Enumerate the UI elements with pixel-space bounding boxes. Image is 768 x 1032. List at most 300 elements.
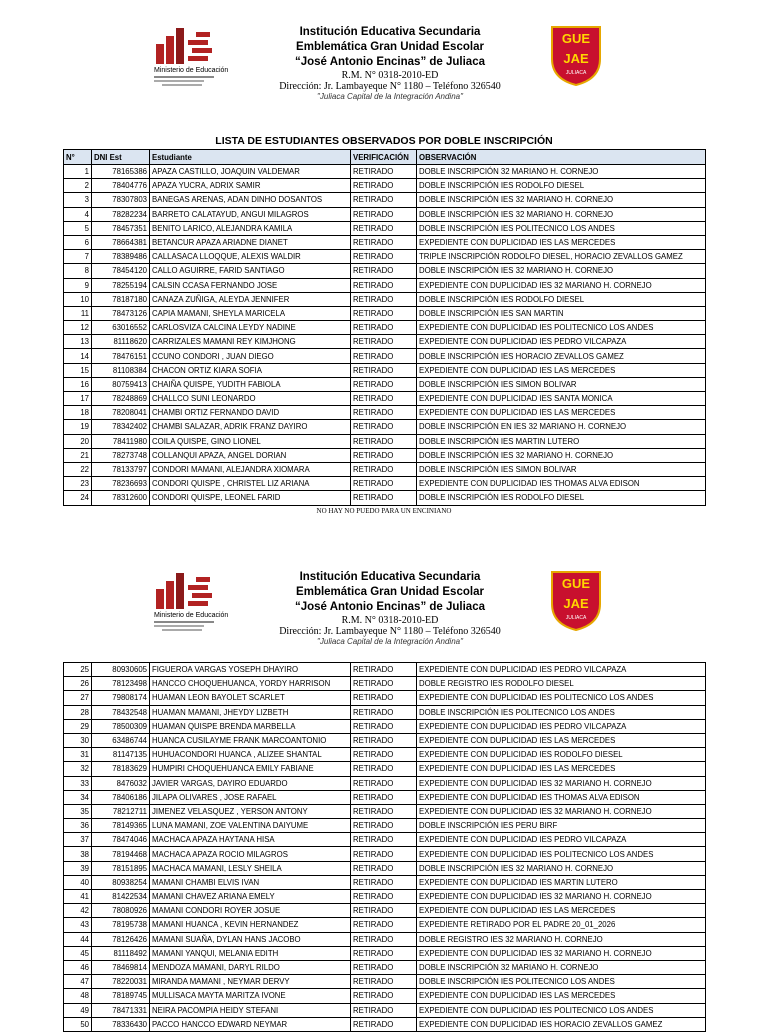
table-row — [64, 989, 706, 1003]
cell-dni: 81147135 — [92, 748, 150, 762]
badge-text-top: GUE — [561, 576, 591, 591]
cell-observation: EXPEDIENTE CON DUPLICIDAD IES POLITECNICO LOS ANDES — [417, 847, 706, 861]
table-row — [64, 733, 706, 747]
table-row — [64, 349, 706, 363]
cell-observation: DOBLE INSCRIPCIÓN IES 32 MARIANO H. CORNEJO — [417, 193, 706, 207]
cell-dni: 78312600 — [92, 491, 150, 505]
school-address: Dirección: Jr. Lambayeque N° 1180 – Teléfono 326540 — [279, 81, 501, 92]
cell-verification: RETIRADO — [351, 677, 417, 691]
cell-verification: RETIRADO — [351, 904, 417, 918]
cell-verification: RETIRADO — [351, 1017, 417, 1031]
table-row — [64, 406, 706, 420]
cell-observation: EXPEDIENTE RETIRADO POR EL PADRE 20_01_2026 — [417, 918, 706, 932]
cell-observation: EXPEDIENTE CON DUPLICIDAD IES RODOLFO DIESEL — [417, 748, 706, 762]
cell-number: 31 — [64, 748, 92, 762]
table-row — [64, 207, 706, 221]
cell-student: MIRANDA MAMANI , NEYMAR DERVY — [150, 975, 351, 989]
cell-dni: 78273748 — [92, 448, 150, 462]
table-row — [64, 663, 706, 677]
cell-verification: RETIRADO — [351, 819, 417, 833]
cell-number: 25 — [64, 663, 92, 677]
cell-verification: RETIRADO — [351, 406, 417, 420]
cell-observation: EXPEDIENTE CON DUPLICIDAD IES POLITECNICO LOS ANDES — [417, 321, 706, 335]
footnote-motto: NO HAY NO PUEDO PARA UN ENCINIANO — [316, 507, 452, 515]
cell-dni: 78208041 — [92, 406, 150, 420]
table-row — [64, 705, 706, 719]
cell-student: CALLO AGUIRRE, FARID SANTIAGO — [150, 264, 351, 278]
cell-number: 24 — [64, 491, 92, 505]
table-header-row — [64, 150, 706, 165]
cell-number: 16 — [64, 377, 92, 391]
col-dni: DNI Est — [92, 150, 150, 165]
col-observation: OBSERVACIÓN — [417, 150, 706, 165]
cell-student: MAMANI CHAMBI ELVIS IVAN — [150, 875, 351, 889]
cell-verification: RETIRADO — [351, 733, 417, 747]
cell-student: MACHACA MAMANI, LESLY SHEILA — [150, 861, 351, 875]
table-row — [64, 179, 706, 193]
cell-observation: EXPEDIENTE CON DUPLICIDAD IES LAS MERCEDES — [417, 989, 706, 1003]
school-name: “José Antonio Encinas” de Juliaca — [294, 601, 485, 613]
cell-student: BETANCUR APAZA ARIADNE DIANET — [150, 235, 351, 249]
cell-verification: RETIRADO — [351, 833, 417, 847]
cell-observation: EXPEDIENTE CON DUPLICIDAD IES 32 MARIANO H. CORNEJO — [417, 946, 706, 960]
cell-dni: 78469814 — [92, 960, 150, 974]
cell-dni: 78255194 — [92, 278, 150, 292]
badge-text-bottom: JAE — [563, 51, 589, 66]
cell-student: CONDORI QUISPE , CHRISTEL LIZ ARIANA — [150, 477, 351, 491]
cell-dni: 80759413 — [92, 377, 150, 391]
cell-observation: EXPEDIENTE CON DUPLICIDAD IES LAS MERCEDES — [417, 762, 706, 776]
cell-student: MENDOZA MAMANI, DARYL RILDO — [150, 960, 351, 974]
cell-student: MACHACA APAZA HAYTANA HISA — [150, 833, 351, 847]
table-row — [64, 677, 706, 691]
students-table-page1 — [63, 149, 706, 506]
cell-dni: 78454120 — [92, 264, 150, 278]
cell-observation: DOBLE INSCRIPCIÓN IES SIMON BOLIVAR — [417, 462, 706, 476]
cell-student: CHALLCO SUNI LEONARDO — [150, 392, 351, 406]
table-row — [64, 819, 706, 833]
cell-student: APAZA CASTILLO, JOAQUIN VALDEMAR — [150, 165, 351, 179]
cell-number: 35 — [64, 804, 92, 818]
cell-number: 29 — [64, 719, 92, 733]
badge-text-bottom: JAE — [563, 596, 589, 611]
cell-observation: EXPEDIENTE CON DUPLICIDAD IES SANTA MONICA — [417, 392, 706, 406]
cell-dni: 79808174 — [92, 691, 150, 705]
cell-verification: RETIRADO — [351, 221, 417, 235]
cell-verification: RETIRADO — [351, 719, 417, 733]
cell-student: COLLANQUI APAZA, ANGEL DORIAN — [150, 448, 351, 462]
table-row — [64, 904, 706, 918]
resolution-number: R.M. N° 0318-2010-ED — [341, 615, 439, 626]
cell-number: 43 — [64, 918, 92, 932]
cell-number: 40 — [64, 875, 92, 889]
cell-verification: RETIRADO — [351, 762, 417, 776]
cell-student: MULLISACA MAYTA MARITZA IVONE — [150, 989, 351, 1003]
cell-observation: DOBLE INSCRIPCIÓN IES RODOLFO DIESEL — [417, 292, 706, 306]
cell-observation: DOBLE INSCRIPCIÓN IES RODOLFO DIESEL — [417, 491, 706, 505]
cell-observation: DOBLE INSCRIPCIÓN IES 32 MARIANO H. CORNEJO — [417, 264, 706, 278]
cell-verification: RETIRADO — [351, 306, 417, 320]
table-row — [64, 278, 706, 292]
cell-number: 6 — [64, 235, 92, 249]
cell-student: CHAIÑA QUISPE, YUDITH FABIOLA — [150, 377, 351, 391]
cell-number: 12 — [64, 321, 92, 335]
cell-dni: 78307803 — [92, 193, 150, 207]
table-row — [64, 165, 706, 179]
cell-verification: RETIRADO — [351, 207, 417, 221]
cell-observation: EXPEDIENTE CON DUPLICIDAD IES THOMAS ALVA EDISON — [417, 790, 706, 804]
table-row — [64, 833, 706, 847]
cell-number: 15 — [64, 363, 92, 377]
table-row — [64, 1017, 706, 1031]
cell-number: 7 — [64, 250, 92, 264]
school-motto: "Juliaca Capital de la Integración Andina" — [317, 92, 463, 101]
cell-student: HUANCA CUSILAYME FRANK MARCOANTONIO — [150, 733, 351, 747]
cell-number: 8 — [64, 264, 92, 278]
cell-verification: RETIRADO — [351, 932, 417, 946]
col-student: Estudiante — [150, 150, 351, 165]
cell-observation: EXPEDIENTE CON DUPLICIDAD IES LAS MERCEDES — [417, 235, 706, 249]
table-row — [64, 960, 706, 974]
cell-number: 45 — [64, 946, 92, 960]
table-row — [64, 790, 706, 804]
cell-observation: DOBLE INSCRIPCIÓN IES SIMON BOLIVAR — [417, 377, 706, 391]
cell-student: CHACON ORTIZ KIARA SOFIA — [150, 363, 351, 377]
cell-observation: DOBLE REGISTRO IES 32 MARIANO H. CORNEJO — [417, 932, 706, 946]
cell-observation: EXPEDIENTE CON DUPLICIDAD IES 32 MARIANO H. CORNEJO — [417, 776, 706, 790]
school-address: Dirección: Jr. Lambayeque N° 1180 – Teléfono 326540 — [279, 626, 501, 637]
cell-dni: 78189745 — [92, 989, 150, 1003]
cell-dni: 78500309 — [92, 719, 150, 733]
cell-student: MAMANI HUANCA , KEVIN HERNANDEZ — [150, 918, 351, 932]
badge-ribbon: JULIACA — [565, 70, 587, 76]
cell-number: 3 — [64, 193, 92, 207]
cell-verification: RETIRADO — [351, 847, 417, 861]
table-row — [64, 392, 706, 406]
cell-verification: RETIRADO — [351, 960, 417, 974]
cell-verification: RETIRADO — [351, 804, 417, 818]
table-row — [64, 377, 706, 391]
cell-verification: RETIRADO — [351, 890, 417, 904]
cell-dni: 78471331 — [92, 1003, 150, 1017]
table-row — [64, 847, 706, 861]
cell-dni: 78404776 — [92, 179, 150, 193]
cell-observation: DOBLE INSCRIPCIÓN IES SAN MARTIN — [417, 306, 706, 320]
cell-observation: DOBLE INSCRIPCIÓN 32 MARIANO H. CORNEJO — [417, 165, 706, 179]
cell-number: 28 — [64, 705, 92, 719]
cell-dni: 81108384 — [92, 363, 150, 377]
table-row — [64, 975, 706, 989]
cell-student: CARLOSVIZA CALCINA LEYDY NADINE — [150, 321, 351, 335]
cell-dni: 78476151 — [92, 349, 150, 363]
cell-observation: EXPEDIENTE CON DUPLICIDAD IES LAS MERCEDES — [417, 363, 706, 377]
cell-dni: 78080926 — [92, 904, 150, 918]
cell-number: 33 — [64, 776, 92, 790]
table-row — [64, 875, 706, 889]
cell-dni: 78236693 — [92, 477, 150, 491]
table-row — [64, 264, 706, 278]
cell-student: CANAZA ZUÑIGA, ALEYDA JENNIFER — [150, 292, 351, 306]
cell-verification: RETIRADO — [351, 748, 417, 762]
school-heading — [250, 570, 530, 646]
cell-observation: EXPEDIENTE CON DUPLICIDAD IES HORACIO ZEVALLOS GAMEZ — [417, 1017, 706, 1031]
cell-dni: 78212711 — [92, 804, 150, 818]
cell-observation: DOBLE INSCRIPCIÓN IES 32 MARIANO H. CORNEJO — [417, 861, 706, 875]
cell-dni: 78133797 — [92, 462, 150, 476]
school-type: Institución Educativa Secundaria — [299, 571, 481, 583]
cell-verification: RETIRADO — [351, 235, 417, 249]
cell-number: 49 — [64, 1003, 92, 1017]
cell-observation: DOBLE INSCRIPCIÓN IES HORACIO ZEVALLOS GAMEZ — [417, 349, 706, 363]
cell-dni: 81118492 — [92, 946, 150, 960]
cell-number: 37 — [64, 833, 92, 847]
cell-student: NEIRA PACOMPIA HEIDY STEFANI — [150, 1003, 351, 1017]
table-row — [64, 363, 706, 377]
cell-verification: RETIRADO — [351, 861, 417, 875]
cell-number: 11 — [64, 306, 92, 320]
table-row — [64, 890, 706, 904]
cell-verification: RETIRADO — [351, 179, 417, 193]
list-title: LISTA DE ESTUDIANTES OBSERVADOS POR DOBLE INSCRIPCIÓN — [215, 135, 553, 147]
school-badge-logo — [548, 25, 604, 87]
cell-number: 20 — [64, 434, 92, 448]
cell-observation: DOBLE INSCRIPCIÓN IES PERU BIRF — [417, 819, 706, 833]
cell-verification: RETIRADO — [351, 776, 417, 790]
cell-student: CHAMBI SALAZAR, ADRIK FRANZ DAYIRO — [150, 420, 351, 434]
cell-observation: EXPEDIENTE CON DUPLICIDAD IES LAS MERCEDES — [417, 904, 706, 918]
cell-dni: 78389486 — [92, 250, 150, 264]
cell-student: HUAMAN LEON BAYOLET SCARLET — [150, 691, 351, 705]
table-row — [64, 250, 706, 264]
cell-number: 10 — [64, 292, 92, 306]
table-row — [64, 946, 706, 960]
cell-student: HANCCO CHOQUEHUANCA, YORDY HARRISON — [150, 677, 351, 691]
cell-student: MAMANI CHAVEZ ARIANA EMELY — [150, 890, 351, 904]
cell-observation: DOBLE INSCRIPCIÓN IES POLITECNICO LOS ANDES — [417, 705, 706, 719]
cell-observation: DOBLE REGISTRO IES RODOLFO DIESEL — [417, 677, 706, 691]
cell-verification: RETIRADO — [351, 434, 417, 448]
cell-verification: RETIRADO — [351, 705, 417, 719]
cell-dni: 78411980 — [92, 434, 150, 448]
table-row — [64, 748, 706, 762]
cell-verification: RETIRADO — [351, 392, 417, 406]
cell-student: CONDORI MAMANI, ALEJANDRA XIOMARA — [150, 462, 351, 476]
ministry-logo-text: Ministerio de Educación — [154, 612, 229, 619]
cell-number: 47 — [64, 975, 92, 989]
cell-student: BANEGAS ARENAS, ADAN DINHO DOSANTOS — [150, 193, 351, 207]
table-row — [64, 193, 706, 207]
cell-student: CCUNO CONDORI , JUAN DIEGO — [150, 349, 351, 363]
table-row — [64, 804, 706, 818]
table-row — [64, 462, 706, 476]
cell-dni: 78473126 — [92, 306, 150, 320]
cell-observation: DOBLE INSCRIPCIÓN IES RODOLFO DIESEL — [417, 179, 706, 193]
cell-dni: 78187180 — [92, 292, 150, 306]
cell-dni: 78432548 — [92, 705, 150, 719]
table-row — [64, 691, 706, 705]
cell-student: CAPIA MAMANI, SHEYLA MARICELA — [150, 306, 351, 320]
cell-student: LUNA MAMANI, ZOE VALENTINA DAIYUME — [150, 819, 351, 833]
cell-verification: RETIRADO — [351, 363, 417, 377]
cell-number: 46 — [64, 960, 92, 974]
cell-dni: 78406186 — [92, 790, 150, 804]
cell-number: 5 — [64, 221, 92, 235]
cell-student: CALLASACA LLOQQUE, ALEXIS WALDIR — [150, 250, 351, 264]
cell-dni: 78336430 — [92, 1017, 150, 1031]
cell-dni: 63486744 — [92, 733, 150, 747]
cell-verification: RETIRADO — [351, 165, 417, 179]
school-type: Institución Educativa Secundaria — [299, 26, 481, 38]
cell-observation: DOBLE INSCRIPCIÓN IES POLITECNICO LOS ANDES — [417, 975, 706, 989]
cell-observation: EXPEDIENTE CON DUPLICIDAD IES POLITECNICO LOS ANDES — [417, 1003, 706, 1017]
cell-student: CHAMBI ORTIZ FERNANDO DAVID — [150, 406, 351, 420]
cell-verification: RETIRADO — [351, 875, 417, 889]
cell-number: 34 — [64, 790, 92, 804]
cell-number: 41 — [64, 890, 92, 904]
cell-number: 39 — [64, 861, 92, 875]
cell-dni: 63016552 — [92, 321, 150, 335]
cell-dni: 78194468 — [92, 847, 150, 861]
cell-dni: 78282234 — [92, 207, 150, 221]
school-badge-logo — [548, 570, 604, 632]
cell-number: 1 — [64, 165, 92, 179]
cell-verification: RETIRADO — [351, 377, 417, 391]
table-row — [64, 1003, 706, 1017]
cell-dni: 78195738 — [92, 918, 150, 932]
cell-observation: EXPEDIENTE CON DUPLICIDAD IES 32 MARIANO H. CORNEJO — [417, 804, 706, 818]
cell-number: 19 — [64, 420, 92, 434]
cell-student: HUMPIRI CHOQUEHUANCA EMILY FABIANE — [150, 762, 351, 776]
cell-observation: EXPEDIENTE CON DUPLICIDAD IES MARTIN LUTERO — [417, 875, 706, 889]
cell-student: MAMANI YANQUI, MELANIA EDITH — [150, 946, 351, 960]
cell-student: FIGUEROA VARGAS YOSEPH DHAYIRO — [150, 663, 351, 677]
cell-student: APAZA YUCRA, ADRIX SAMIR — [150, 179, 351, 193]
cell-student: JIMENEZ VELASQUEZ , YERSON ANTONY — [150, 804, 351, 818]
cell-verification: RETIRADO — [351, 663, 417, 677]
cell-dni: 80930605 — [92, 663, 150, 677]
cell-observation: EXPEDIENTE CON DUPLICIDAD IES PEDRO VILCAPAZA — [417, 833, 706, 847]
cell-verification: RETIRADO — [351, 278, 417, 292]
cell-number: 44 — [64, 932, 92, 946]
cell-number: 26 — [64, 677, 92, 691]
cell-number: 2 — [64, 179, 92, 193]
cell-student: MACHACA APAZA ROCIO MILAGROS — [150, 847, 351, 861]
badge-text-top: GUE — [561, 31, 591, 46]
cell-verification: RETIRADO — [351, 292, 417, 306]
page-header-2 — [0, 567, 768, 667]
cell-dni: 78151895 — [92, 861, 150, 875]
cell-verification: RETIRADO — [351, 989, 417, 1003]
cell-number: 36 — [64, 819, 92, 833]
cell-observation: EXPEDIENTE CON DUPLICIDAD IES PEDRO VILCAPAZA — [417, 335, 706, 349]
cell-student: BENITO LARICO, ALEJANDRA KAMILA — [150, 221, 351, 235]
cell-number: 13 — [64, 335, 92, 349]
cell-number: 22 — [64, 462, 92, 476]
cell-verification: RETIRADO — [351, 349, 417, 363]
cell-dni: 81118620 — [92, 335, 150, 349]
table-row — [64, 306, 706, 320]
cell-dni: 78220031 — [92, 975, 150, 989]
cell-student: CALSIN CCASA FERNANDO JOSE — [150, 278, 351, 292]
cell-observation: EXPEDIENTE CON DUPLICIDAD IES PEDRO VILCAPAZA — [417, 663, 706, 677]
cell-observation: EXPEDIENTE CON DUPLICIDAD IES PEDRO VILCAPAZA — [417, 719, 706, 733]
cell-verification: RETIRADO — [351, 420, 417, 434]
cell-verification: RETIRADO — [351, 1003, 417, 1017]
cell-observation: DOBLE INSCRIPCIÓN IES MARTIN LUTERO — [417, 434, 706, 448]
school-motto: "Juliaca Capital de la Integración Andina" — [317, 637, 463, 646]
table-body-page2 — [64, 663, 706, 1032]
cell-verification: RETIRADO — [351, 918, 417, 932]
cell-student: MAMANI CONDORI ROYER JOSUE — [150, 904, 351, 918]
cell-observation: EXPEDIENTE CON DUPLICIDAD IES 32 MARIANO H. CORNEJO — [417, 890, 706, 904]
ministry-of-education-logo — [152, 22, 232, 102]
cell-dni: 78248869 — [92, 392, 150, 406]
cell-number: 38 — [64, 847, 92, 861]
table-row — [64, 448, 706, 462]
cell-dni: 81422534 — [92, 890, 150, 904]
cell-student: BARRETO CALATAYUD, ANGUI MILAGROS — [150, 207, 351, 221]
cell-verification: RETIRADO — [351, 946, 417, 960]
cell-verification: RETIRADO — [351, 790, 417, 804]
resolution-number: R.M. N° 0318-2010-ED — [341, 70, 439, 81]
cell-number: 32 — [64, 762, 92, 776]
table-row — [64, 932, 706, 946]
cell-student: COILA QUISPE, GINO LIONEL — [150, 434, 351, 448]
cell-student: JAVIER VARGAS, DAYIRO EDUARDO — [150, 776, 351, 790]
cell-student: CARRIZALES MAMANI REY KIMJHONG — [150, 335, 351, 349]
cell-number: 27 — [64, 691, 92, 705]
cell-student: JILAPA OLIVARES , JOSE RAFAEL — [150, 790, 351, 804]
cell-observation: EXPEDIENTE CON DUPLICIDAD IES LAS MERCEDES — [417, 733, 706, 747]
cell-student: MAMANI SUAÑA, DYLAN HANS JACOBO — [150, 932, 351, 946]
table-body-page1 — [64, 165, 706, 506]
cell-dni: 8476032 — [92, 776, 150, 790]
cell-observation: EXPEDIENTE CON DUPLICIDAD IES THOMAS ALVA EDISON — [417, 477, 706, 491]
cell-number: 23 — [64, 477, 92, 491]
table-row — [64, 776, 706, 790]
cell-verification: RETIRADO — [351, 321, 417, 335]
table-row — [64, 434, 706, 448]
cell-dni: 78165386 — [92, 165, 150, 179]
col-number: N° — [64, 150, 92, 165]
cell-number: 4 — [64, 207, 92, 221]
cell-dni: 78457351 — [92, 221, 150, 235]
cell-student: HUAMAN MAMANI, JHEYDY LIZBETH — [150, 705, 351, 719]
table-row — [64, 335, 706, 349]
cell-dni: 78342402 — [92, 420, 150, 434]
cell-observation: DOBLE INSCRIPCIÓN 32 MARIANO H. CORNEJO — [417, 960, 706, 974]
cell-number: 14 — [64, 349, 92, 363]
cell-observation: DOBLE INSCRIPCIÓN IES 32 MARIANO H. CORNEJO — [417, 448, 706, 462]
cell-number: 30 — [64, 733, 92, 747]
table-row — [64, 762, 706, 776]
cell-student: HUHUACONDORI HUANCA , ALIZEE SHANTAL — [150, 748, 351, 762]
cell-verification: RETIRADO — [351, 477, 417, 491]
page-header — [0, 22, 768, 122]
cell-dni: 78664381 — [92, 235, 150, 249]
cell-observation: DOBLE INSCRIPCIÓN IES 32 MARIANO H. CORNEJO — [417, 207, 706, 221]
cell-verification: RETIRADO — [351, 691, 417, 705]
cell-verification: RETIRADO — [351, 448, 417, 462]
cell-number: 18 — [64, 406, 92, 420]
table-row — [64, 292, 706, 306]
cell-observation: EXPEDIENTE CON DUPLICIDAD IES 32 MARIANO H. CORNEJO — [417, 278, 706, 292]
table-row — [64, 321, 706, 335]
school-category: Emblemática Gran Unidad Escolar — [296, 586, 484, 598]
cell-student: CONDORI QUISPE, LEONEL FARID — [150, 491, 351, 505]
students-table-page2 — [63, 662, 706, 1032]
school-heading — [250, 25, 530, 101]
